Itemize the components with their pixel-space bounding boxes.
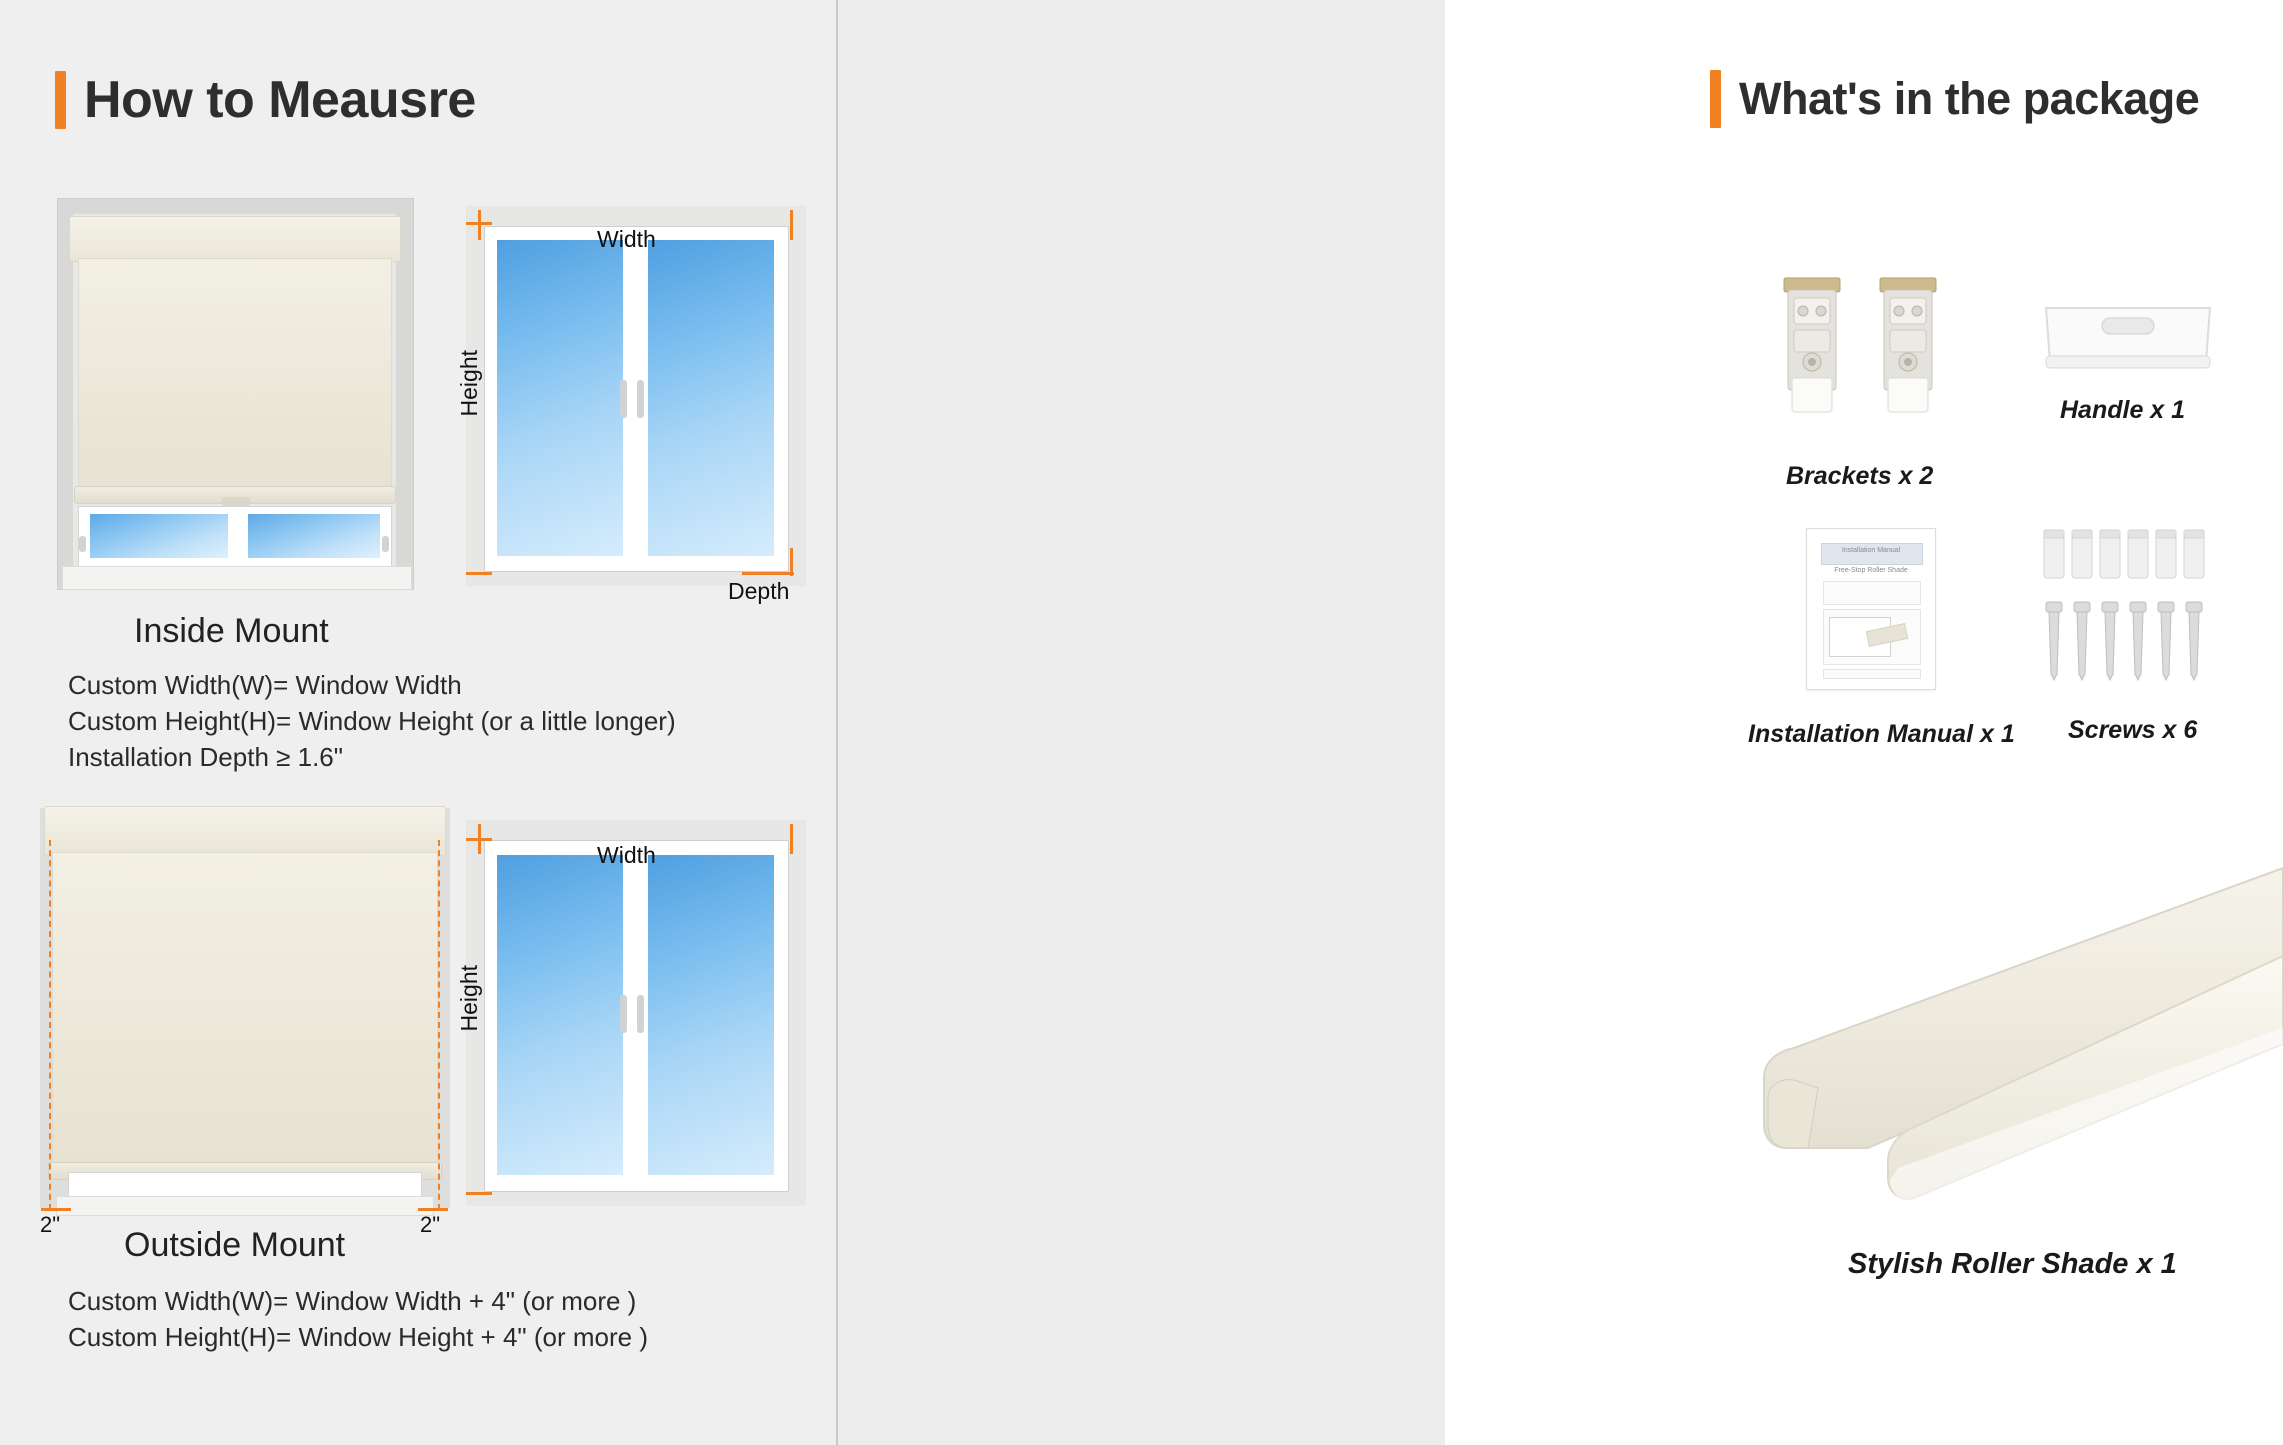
inside-mount-line-1: Custom Width(W)= Window Width — [68, 670, 462, 700]
tick-depth — [742, 572, 794, 575]
outside-measure-handle-left — [620, 995, 627, 1033]
tick-width-left — [478, 210, 481, 240]
label-height-outside: Height — [456, 965, 482, 1032]
measure-glass-right — [648, 240, 774, 556]
window-handle-left — [79, 536, 86, 552]
tick-height-top — [466, 222, 492, 225]
tick-outside-right — [418, 1208, 448, 1211]
tick-width-right — [790, 210, 793, 240]
tick-outside-left — [41, 1208, 71, 1211]
handle-illustration — [2038, 300, 2218, 390]
right-panel — [838, 0, 2200, 1445]
brackets-illustration — [1778, 278, 1958, 438]
label-left-offset: 2" — [40, 1212, 61, 1237]
outside-measure-handle-right — [637, 995, 644, 1033]
outside-measure-glass-left — [497, 855, 623, 1175]
roller-shade-label: Stylish Roller Shade x 1 — [1848, 1248, 2177, 1280]
window-handle-right — [382, 536, 389, 552]
outside-window-sill — [56, 1196, 434, 1216]
left-heading-text: How to Meausre — [84, 71, 476, 129]
manual-footer-strip — [1823, 669, 1921, 679]
dash-guide-right — [438, 840, 440, 1210]
label-right-offset: 2" — [420, 1212, 441, 1237]
window-sill — [62, 566, 412, 590]
lower-window-glass-left — [90, 514, 228, 558]
outside-shade-fabric — [52, 852, 438, 1166]
tick-height-bottom — [466, 572, 492, 575]
measure-handle-left — [620, 380, 627, 418]
shade-fabric — [78, 258, 392, 490]
label-width-outside: Width — [597, 842, 656, 868]
label-height-inside: Height — [456, 350, 482, 417]
outside-tick-height-top — [466, 838, 492, 841]
inside-mount-line-3: Installation Depth ≥ 1.6" — [68, 742, 343, 772]
shade-headrail — [69, 216, 401, 262]
installation-manual-label: Installation Manual x 1 — [1748, 720, 2015, 748]
inside-mount-line-2: Custom Height(H)= Window Height (or a little longer) — [68, 706, 676, 736]
manual-subtitle-text: Free-Stop Roller Shade — [1834, 567, 1908, 574]
handle-label: Handle x 1 — [2060, 396, 2186, 424]
right-heading — [1710, 70, 2199, 128]
outside-mount-title: Outside Mount — [124, 1226, 346, 1264]
outside-shade-headrail — [44, 806, 446, 856]
accent-bar-right — [1710, 70, 1721, 128]
roller-shade-illustration — [1748, 848, 2283, 1228]
outside-tick-height-bottom — [466, 1192, 492, 1195]
tick-depth-edge — [790, 548, 793, 576]
measure-glass-left — [497, 240, 623, 556]
brackets-label: Brackets x 2 — [1786, 462, 1934, 490]
dash-guide-left — [49, 840, 51, 1210]
outside-mount-line-2: Custom Height(H)= Window Height + 4" (or more ) — [68, 1322, 648, 1352]
accent-bar — [55, 71, 66, 129]
left-heading — [55, 70, 476, 130]
manual-title-text: Installation Manual — [1841, 547, 1901, 554]
screws-label: Screws x 6 — [2068, 716, 2198, 744]
outside-measure-glass-right — [648, 855, 774, 1175]
label-width-inside: Width — [597, 226, 656, 252]
outside-mount-line-1: Custom Width(W)= Window Width + 4" (or more ) — [68, 1286, 637, 1316]
left-panel — [0, 0, 838, 1445]
right-heading-text: What's in the package — [1739, 73, 2200, 124]
lower-window-glass-right — [248, 514, 380, 558]
measure-handle-right — [637, 380, 644, 418]
outside-tick-width-right — [790, 824, 793, 854]
manual-steps-strip — [1823, 581, 1921, 605]
label-depth-inside: Depth — [728, 578, 790, 604]
installation-manual-illustration — [1806, 528, 1936, 690]
inside-mount-title: Inside Mount — [134, 612, 329, 650]
shade-pull-tab — [222, 497, 250, 506]
screws-illustration — [2038, 524, 2218, 696]
